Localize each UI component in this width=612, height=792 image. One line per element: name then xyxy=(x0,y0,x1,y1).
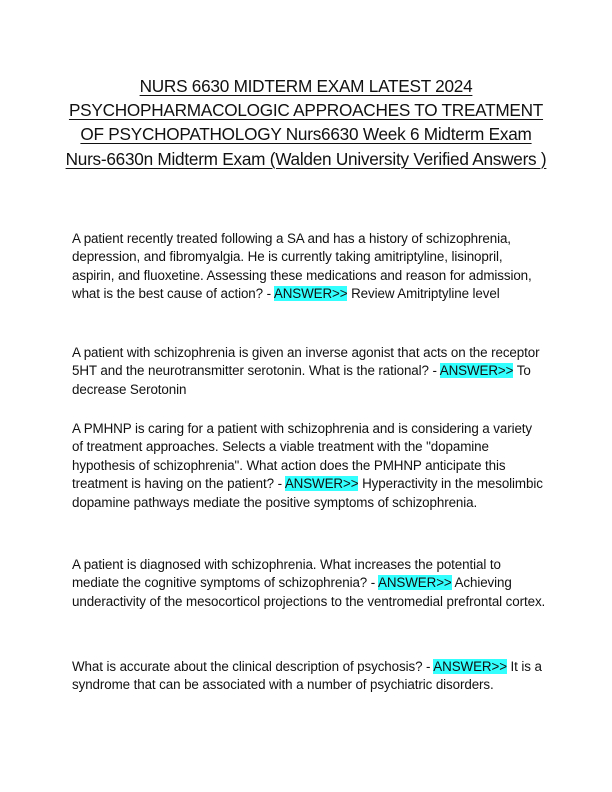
qa-item-1 xyxy=(72,230,546,304)
answer-text: It is a syndrome that can be associated with a number of psychiatric disorders. xyxy=(72,659,542,693)
answer-text: Review Amitriptyline level xyxy=(351,286,500,302)
qa-item-5 xyxy=(72,658,546,695)
question-text: A patient with schizophrenia is given an inverse agonist that acts on the receptor 5HT and the neurotransmitter serotonin. What is the rational? - xyxy=(72,345,540,379)
answer-text: Hyperactivity in the mesolimbic dopamine pathways mediate the positive symptoms of schizophrenia. xyxy=(72,476,543,510)
answer-marker: ANSWER>> xyxy=(433,659,507,674)
qa-item-4 xyxy=(72,556,546,611)
qa-item-3 xyxy=(72,420,546,512)
answer-marker: ANSWER>> xyxy=(273,286,348,302)
question-text: What is accurate about the clinical description of psychosis? - xyxy=(72,659,431,674)
question-text: A PMHNP is caring for a patient with schizophrenia and is considering a variety of treatment approaches. Selects a viable treatment with the "dopamine hypothesis of schizophrenia". What action does the PMHNP anticipate this treatment is having on the patient? - xyxy=(72,421,533,492)
question-text: A patient is diagnosed with schizophrenia. What increases the potential to mediate the cognitive symptoms of schizophrenia? - xyxy=(72,557,501,591)
question-text: A patient recently treated following a SA and has a history of schizophrenia, depression, and fibromyalgia. He is currently taking amitriptyline, lisinopril, aspirin, and fluoxetine. Assessing these medications and reason for admission, what is the best cause of action? - xyxy=(72,231,532,302)
qa-item-2 xyxy=(72,344,546,399)
answer-marker: ANSWER>> xyxy=(378,575,452,591)
document-title: NURS 6630 MIDTERM EXAM LATEST 2024 PSYCHOPHARMACOLOGIC APPROACHES TO TREATMENT OF PSYCHOPATHOLOGY Nurs6630 Week 6 Midterm Exam Nurs-6630n Midterm Exam (Walden University Verified Answers ) xyxy=(65,76,547,169)
answer-text: Achieving underactivity of the mesocorticol projections to the ventromedial prefrontal cortex. xyxy=(72,575,546,609)
answer-marker: ANSWER>> xyxy=(439,363,514,379)
answer-text: To decrease Serotonin xyxy=(72,363,531,397)
answer-marker: ANSWER>> xyxy=(284,476,359,492)
